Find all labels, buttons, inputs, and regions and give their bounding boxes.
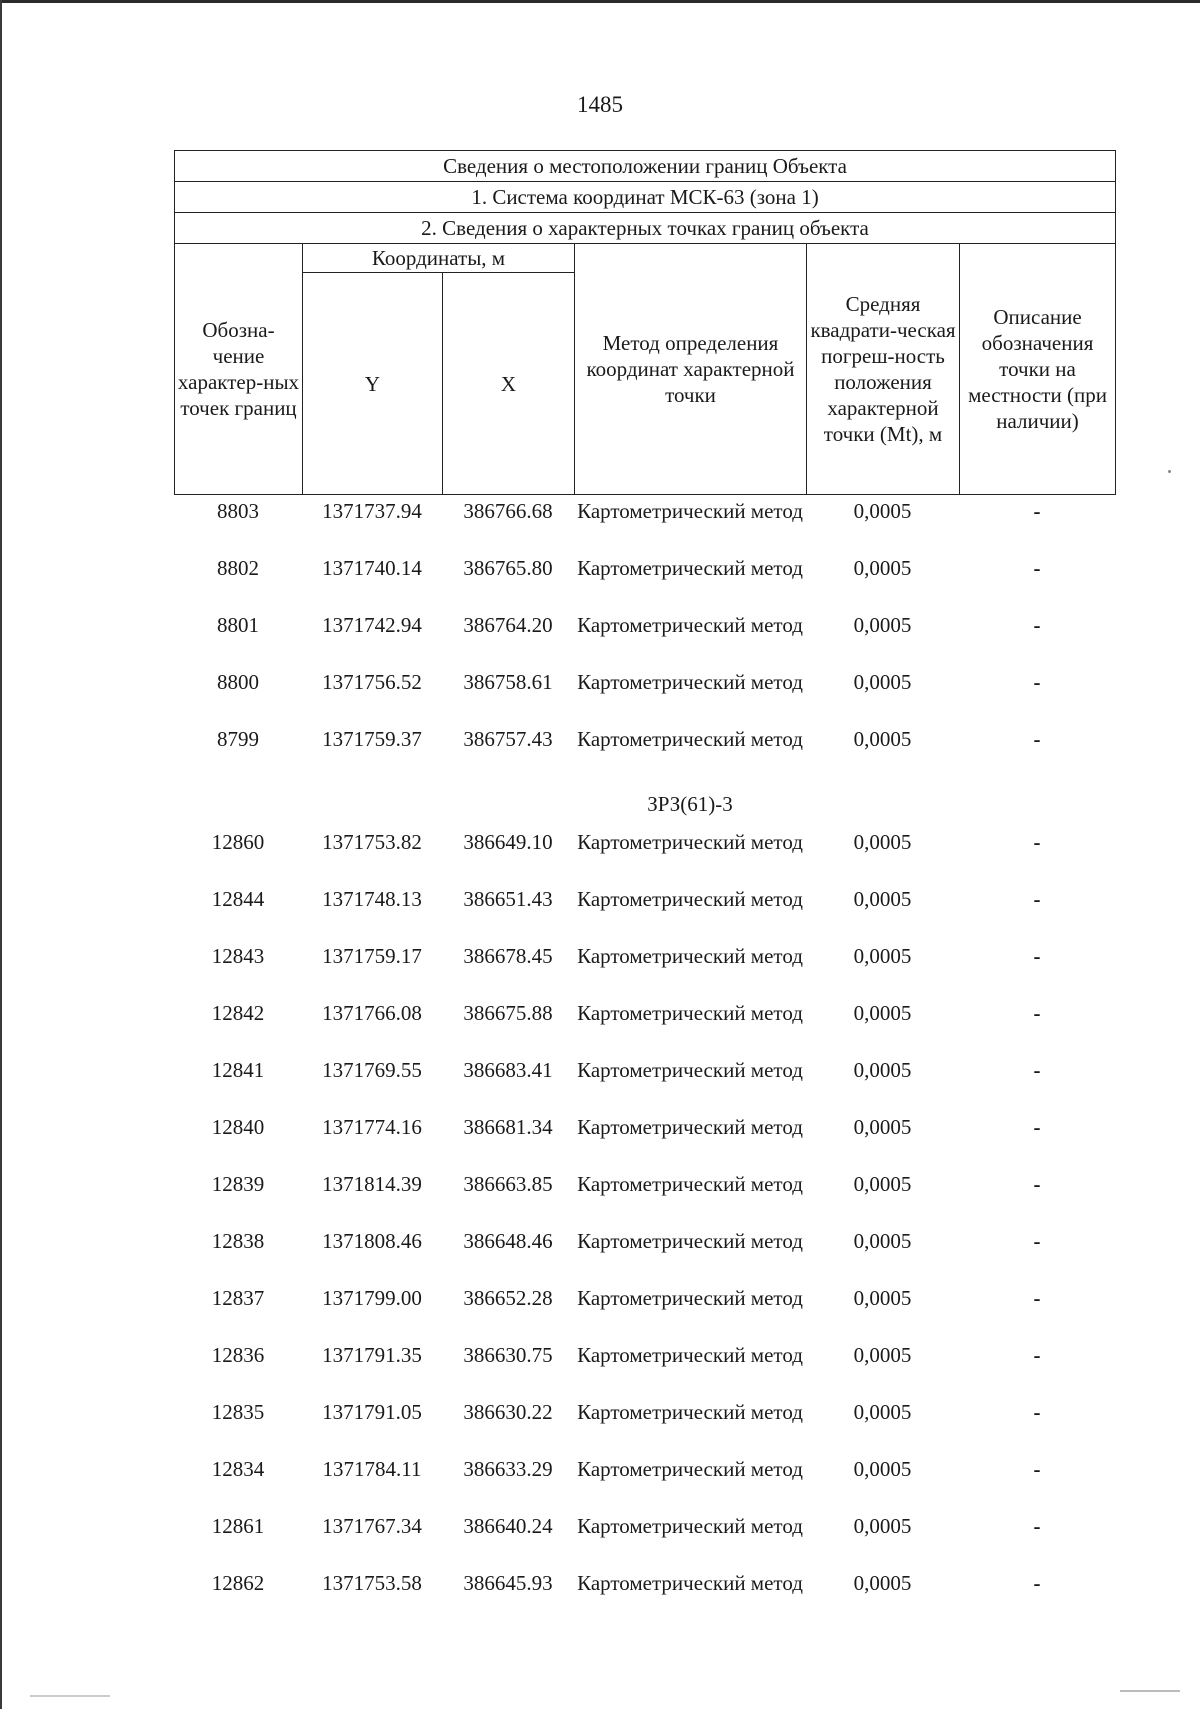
method: Картометрический метод xyxy=(577,887,803,911)
point-id: 12837 xyxy=(211,1286,265,1310)
point-id: 12835 xyxy=(211,1400,265,1424)
description: - xyxy=(1033,1001,1041,1025)
method: Картометрический метод xyxy=(577,670,803,694)
description: - xyxy=(1033,1229,1041,1253)
point-id: 8802 xyxy=(217,556,259,580)
table-row xyxy=(174,1000,1115,1057)
table-row xyxy=(174,1342,1115,1399)
error-value: 0,0005 xyxy=(853,1571,912,1595)
error-value: 0,0005 xyxy=(853,1457,912,1481)
coordinate-y: 1371791.05 xyxy=(322,1400,422,1424)
column-header-point-id: Обозна-чение характер-ных точек границ xyxy=(175,244,303,495)
method: Картометрический метод xyxy=(577,556,803,580)
error-value: 0,0005 xyxy=(853,887,912,911)
column-header-y: Y xyxy=(303,273,443,495)
method: Картометрический метод xyxy=(577,1058,803,1082)
table-row xyxy=(174,555,1115,612)
method: Картометрический метод xyxy=(577,1343,803,1367)
error-value: 0,0005 xyxy=(853,1514,912,1538)
description: - xyxy=(1033,944,1041,968)
point-id: 8803 xyxy=(217,499,259,523)
coordinate-y: 1371808.46 xyxy=(322,1229,422,1253)
page-number: 1485 xyxy=(577,92,623,117)
point-id: 12834 xyxy=(211,1457,265,1481)
coordinate-x: 386645.93 xyxy=(463,1571,553,1595)
point-id: 12862 xyxy=(211,1571,265,1595)
coordinate-x: 386630.22 xyxy=(463,1400,553,1424)
table-row xyxy=(174,1285,1115,1342)
coordinate-x: 386758.61 xyxy=(463,670,553,694)
column-header-description: Описание обозначения точки на местности (при наличии) xyxy=(960,244,1116,495)
scan-speck xyxy=(1168,470,1171,473)
coordinate-y: 1371753.82 xyxy=(322,830,422,854)
method: Картометрический метод xyxy=(577,1001,803,1025)
point-id: 8800 xyxy=(217,670,259,694)
coordinate-y: 1371759.37 xyxy=(322,727,422,751)
description: - xyxy=(1033,727,1041,751)
table-row xyxy=(174,1114,1115,1171)
description: - xyxy=(1033,1571,1041,1595)
error-value: 0,0005 xyxy=(853,1229,912,1253)
coordinate-x: 386766.68 xyxy=(463,499,553,523)
description: - xyxy=(1033,613,1041,637)
point-id: 12843 xyxy=(211,944,265,968)
description: - xyxy=(1033,1058,1041,1082)
table-row xyxy=(174,612,1115,669)
method: Картометрический метод xyxy=(577,499,803,523)
error-value: 0,0005 xyxy=(853,1343,912,1367)
point-id: 12842 xyxy=(211,1001,265,1025)
description: - xyxy=(1033,556,1041,580)
scan-edge-top xyxy=(0,0,1200,3)
point-group-2 xyxy=(174,829,1115,1627)
point-id: 12861 xyxy=(211,1514,265,1538)
coordinate-y: 1371737.94 xyxy=(322,499,422,523)
description: - xyxy=(1033,830,1041,854)
coordinate-x: 386675.88 xyxy=(463,1001,553,1025)
coordinate-x: 386648.46 xyxy=(463,1229,553,1253)
method: Картометрический метод xyxy=(577,1286,803,1310)
column-header-method: Метод определения координат характерной точки xyxy=(575,244,807,495)
coordinate-y: 1371774.16 xyxy=(322,1115,422,1139)
coordinates-table-header xyxy=(174,150,1116,495)
description: - xyxy=(1033,1400,1041,1424)
method: Картометрический метод xyxy=(577,727,803,751)
coordinate-y: 1371769.55 xyxy=(322,1058,422,1082)
coordinate-y: 1371756.52 xyxy=(322,670,422,694)
coordinate-x: 386683.41 xyxy=(463,1058,553,1082)
description: - xyxy=(1033,1343,1041,1367)
method: Картометрический метод xyxy=(577,944,803,968)
coordinate-x: 386652.28 xyxy=(463,1286,553,1310)
point-id: 12841 xyxy=(211,1058,265,1082)
point-id: 8801 xyxy=(217,613,259,637)
coordinate-x: 386649.10 xyxy=(463,830,553,854)
coordinate-y: 1371791.35 xyxy=(322,1343,422,1367)
table-title-1: Сведения о местоположении границ Объекта xyxy=(175,151,1116,182)
column-header-coordinates: Координаты, м xyxy=(303,244,575,273)
coordinate-x: 386663.85 xyxy=(463,1172,553,1196)
coordinate-x: 386651.43 xyxy=(463,887,553,911)
coordinate-y: 1371784.11 xyxy=(322,1457,422,1481)
method: Картометрический метод xyxy=(577,1571,803,1595)
point-id: 12836 xyxy=(211,1343,265,1367)
section-label-row xyxy=(174,783,1115,829)
method: Картометрический метод xyxy=(577,613,803,637)
coordinate-x: 386757.43 xyxy=(463,727,553,751)
table-row xyxy=(174,943,1115,1000)
section-label: ЗРЗ(61)-3 xyxy=(647,792,733,816)
column-header-x: X xyxy=(443,273,575,495)
coordinate-x: 386630.75 xyxy=(463,1343,553,1367)
description: - xyxy=(1033,887,1041,911)
error-value: 0,0005 xyxy=(853,1115,912,1139)
method: Картометрический метод xyxy=(577,1514,803,1538)
description: - xyxy=(1033,499,1041,523)
method: Картометрический метод xyxy=(577,1400,803,1424)
error-value: 0,0005 xyxy=(853,556,912,580)
table-row xyxy=(174,1228,1115,1285)
table-row xyxy=(174,498,1115,555)
coordinate-y: 1371766.08 xyxy=(322,1001,422,1025)
point-id: 12838 xyxy=(211,1229,265,1253)
error-value: 0,0005 xyxy=(853,1058,912,1082)
description: - xyxy=(1033,1286,1041,1310)
method: Картометрический метод xyxy=(577,1229,803,1253)
coordinate-y: 1371799.00 xyxy=(322,1286,422,1310)
coordinate-y: 1371814.39 xyxy=(322,1172,422,1196)
table-row xyxy=(174,1570,1115,1627)
table-row xyxy=(174,726,1115,783)
error-value: 0,0005 xyxy=(853,830,912,854)
error-value: 0,0005 xyxy=(853,727,912,751)
coordinate-y: 1371759.17 xyxy=(322,944,422,968)
coordinate-y: 1371753.58 xyxy=(322,1571,422,1595)
coordinate-x: 386681.34 xyxy=(463,1115,553,1139)
scan-speck xyxy=(30,1695,110,1697)
coordinates-table-body xyxy=(174,498,1115,1627)
point-id: 12839 xyxy=(211,1172,265,1196)
table-row xyxy=(174,1171,1115,1228)
method: Картометрический метод xyxy=(577,1115,803,1139)
error-value: 0,0005 xyxy=(853,1400,912,1424)
description: - xyxy=(1033,1172,1041,1196)
coordinate-y: 1371742.94 xyxy=(322,613,422,637)
table-row xyxy=(174,1399,1115,1456)
method: Картометрический метод xyxy=(577,1457,803,1481)
point-id: 8799 xyxy=(217,727,259,751)
table-row xyxy=(174,669,1115,726)
description: - xyxy=(1033,1514,1041,1538)
error-value: 0,0005 xyxy=(853,1172,912,1196)
table-row xyxy=(174,829,1115,886)
error-value: 0,0005 xyxy=(853,1001,912,1025)
method: Картометрический метод xyxy=(577,830,803,854)
table-row xyxy=(174,1456,1115,1513)
table-title-2: 1. Система координат МСК-63 (зона 1) xyxy=(175,182,1116,213)
scan-edge-left xyxy=(0,0,2,1709)
coordinate-y: 1371748.13 xyxy=(322,887,422,911)
error-value: 0,0005 xyxy=(853,670,912,694)
description: - xyxy=(1033,670,1041,694)
coordinate-x: 386765.80 xyxy=(463,556,553,580)
point-id: 12844 xyxy=(211,887,265,911)
column-header-error: Средняя квадрати-ческая погреш-ность положения характерной точки (Mt), м xyxy=(807,244,960,495)
table-row xyxy=(174,1513,1115,1570)
table-title-3: 2. Сведения о характерных точках границ объекта xyxy=(175,213,1116,244)
coordinate-x: 386640.24 xyxy=(463,1514,553,1538)
method: Картометрический метод xyxy=(577,1172,803,1196)
coordinate-y: 1371767.34 xyxy=(322,1514,422,1538)
table-row xyxy=(174,886,1115,943)
error-value: 0,0005 xyxy=(853,944,912,968)
coordinate-x: 386678.45 xyxy=(463,944,553,968)
description: - xyxy=(1033,1115,1041,1139)
table-row xyxy=(174,1057,1115,1114)
description: - xyxy=(1033,1457,1041,1481)
coordinate-x: 386764.20 xyxy=(463,613,553,637)
point-group-1 xyxy=(174,498,1115,783)
point-id: 12840 xyxy=(211,1115,265,1139)
coordinate-x: 386633.29 xyxy=(463,1457,553,1481)
coordinate-y: 1371740.14 xyxy=(322,556,422,580)
point-id: 12860 xyxy=(211,830,265,854)
error-value: 0,0005 xyxy=(853,499,912,523)
error-value: 0,0005 xyxy=(853,613,912,637)
scan-speck xyxy=(1120,1690,1180,1692)
error-value: 0,0005 xyxy=(853,1286,912,1310)
